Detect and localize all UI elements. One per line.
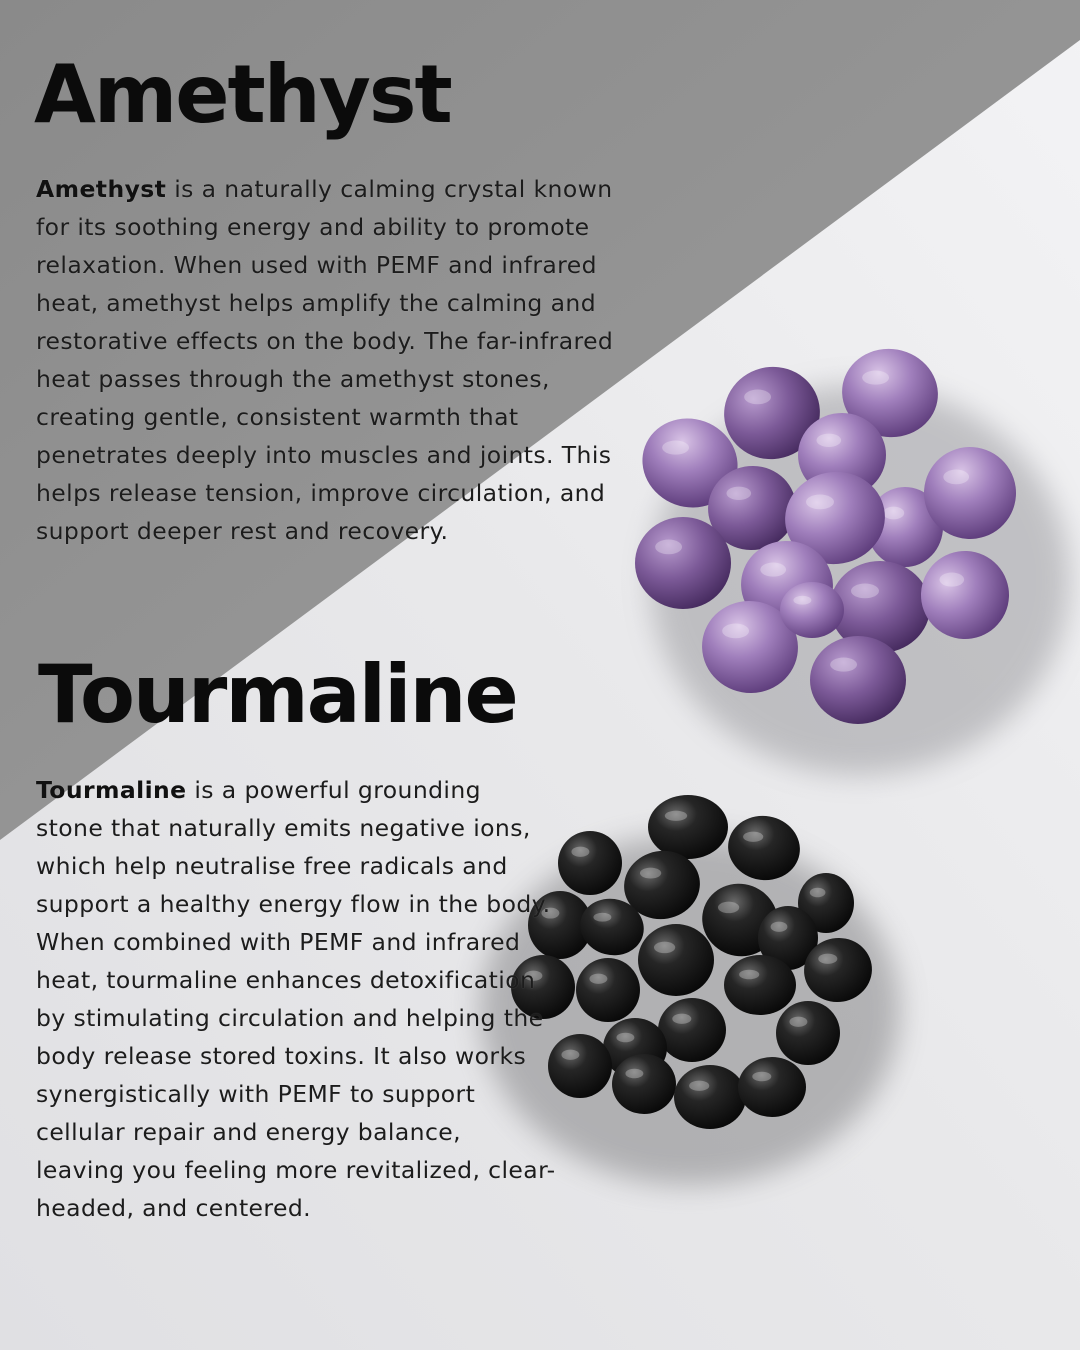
tourmaline-stone — [724, 955, 796, 1015]
amethyst-heading: Amethyst — [34, 48, 451, 141]
tourmaline-description — [36, 771, 556, 1227]
tourmaline-stone — [576, 958, 640, 1022]
amethyst-stone-highlight — [851, 584, 879, 599]
amethyst-stone-highlight — [726, 487, 751, 500]
amethyst-stone-highlight — [744, 390, 771, 405]
tourmaline-stone — [548, 1034, 612, 1098]
tourmaline-stone — [776, 1001, 840, 1065]
amethyst-description — [36, 170, 646, 550]
amethyst-stone-highlight — [816, 434, 841, 447]
amethyst-stone — [780, 582, 844, 638]
tourmaline-stone-highlight — [561, 1050, 579, 1060]
tourmaline-stone-highlight — [654, 942, 675, 954]
amethyst-stone-highlight — [655, 540, 682, 555]
tourmaline-stone-highlight — [689, 1081, 709, 1091]
amethyst-lead: Amethyst — [36, 175, 167, 203]
tourmaline-stone-highlight — [771, 922, 788, 932]
amethyst-stone-highlight — [939, 573, 964, 587]
tourmaline-stone-highlight — [571, 847, 589, 857]
amethyst-stone-highlight — [883, 507, 904, 520]
tourmaline-stone-highlight — [672, 1014, 691, 1024]
amethyst-stone-highlight — [722, 624, 749, 639]
tourmaline-stone — [738, 1057, 806, 1117]
tourmaline-lead: Tourmaline — [36, 776, 187, 804]
tourmaline-stone-highlight — [789, 1017, 807, 1027]
tourmaline-heading: Tourmaline — [38, 648, 517, 741]
amethyst-stone — [810, 636, 906, 724]
tourmaline-body: is a powerful grounding stone that naturally emits negative ions, which help neutralise free radicals and support a healthy energy flow in the body. When combined with PEMF and infrared heat, tourmaline enhances detoxification by stimulating circulation and helping the body release stored toxins. It also works synergistically with PEMF to support cellular repair and energy balance, leaving you feeling more revitalized, clear-headed, and centered. — [36, 776, 556, 1222]
tourmaline-stone — [658, 998, 726, 1062]
tourmaline-stone-highlight — [589, 974, 607, 984]
tourmaline-stone-highlight — [640, 868, 661, 879]
tourmaline-stone — [612, 1054, 676, 1114]
tourmaline-stone-highlight — [718, 902, 739, 914]
tourmaline-stone — [674, 1065, 746, 1129]
tourmaline-stone — [638, 924, 714, 996]
tourmaline-stone-highlight — [818, 954, 837, 964]
tourmaline-stone-highlight — [665, 811, 687, 821]
amethyst-stone-highlight — [862, 371, 889, 385]
amethyst-stone-highlight — [662, 441, 689, 455]
amethyst-body: is a naturally calming crystal known for its soothing energy and ability to promote relaxation. When used with PEMF and infrared heat, amethyst helps amplify the calming and restorative effects on the body. The far-infrared heat passes through the amethyst stones, creating gentle, consistent warmth that penetrates deeply into muscles and joints. This helps release tension, improve circulation, and support deeper rest and recovery. — [36, 175, 614, 545]
tourmaline-stone-highlight — [739, 970, 759, 980]
tourmaline-stone-highlight — [616, 1033, 634, 1043]
amethyst-stone-highlight — [760, 563, 786, 577]
tourmaline-stone-highlight — [743, 832, 763, 842]
tourmaline-stone-highlight — [593, 913, 611, 922]
amethyst-stone-highlight — [806, 495, 834, 510]
amethyst-stone-highlight — [830, 658, 857, 672]
amethyst-stone-highlight — [943, 470, 969, 485]
tourmaline-stone-highlight — [810, 888, 826, 898]
amethyst-stone — [635, 517, 731, 609]
tourmaline-stone-highlight — [752, 1072, 771, 1082]
tourmaline-stone — [558, 831, 622, 895]
amethyst-stone-highlight — [793, 596, 811, 605]
tourmaline-stone — [648, 795, 728, 859]
tourmaline-stone-highlight — [625, 1069, 643, 1079]
